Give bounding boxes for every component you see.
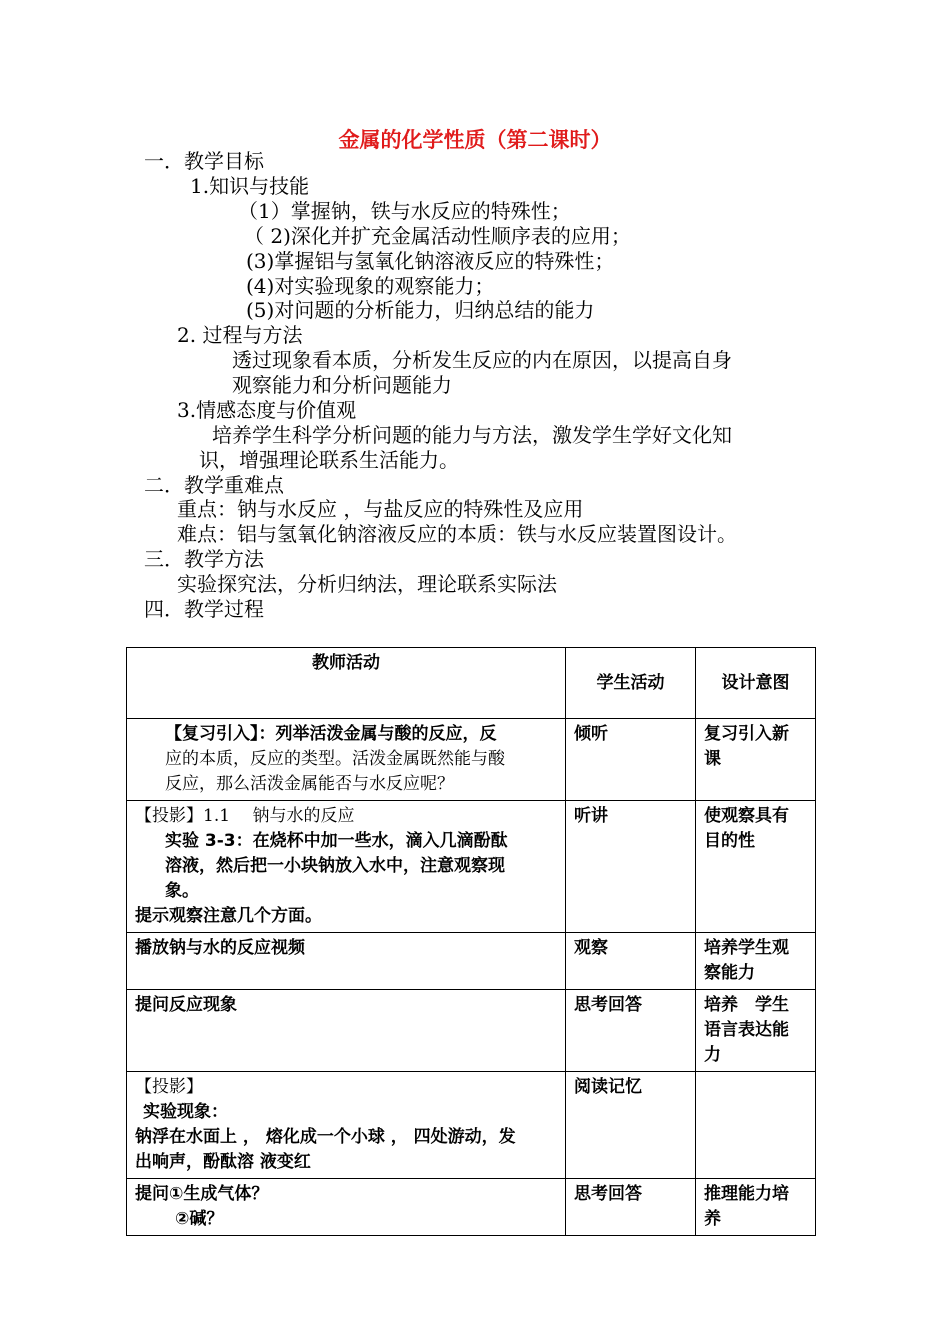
document-title: 金属的化学性质（第二课时） xyxy=(338,128,612,152)
student-activity-cell: 听讲 xyxy=(566,801,696,933)
table-row xyxy=(127,719,816,801)
section-heading-key-points: 二．教学重难点 xyxy=(144,473,284,497)
teacher-text: 【投影】 xyxy=(135,1077,203,1097)
section-heading-methods: 三．教学方法 xyxy=(144,547,264,571)
design-intent-cell xyxy=(696,1179,816,1236)
teacher-activity-cell xyxy=(127,719,566,801)
intent-text: 语言表达能 xyxy=(704,1020,789,1040)
teacher-activity-cell xyxy=(127,1072,566,1179)
intent-text: 推理能力培 xyxy=(704,1184,789,1204)
header-teacher-activity: 教师活动 xyxy=(127,648,566,719)
design-intent-cell xyxy=(696,933,816,990)
teacher-text: 实验现象： xyxy=(143,1102,228,1122)
intent-text: 复习引入新 xyxy=(704,724,789,744)
intent-text: 培养学生观 xyxy=(704,938,789,958)
objective-item: （1）掌握钠，铁与水反应的特殊性； xyxy=(238,199,571,223)
teacher-text: 【投影】1.1 钠与水的反应 xyxy=(135,806,355,826)
teacher-text: 提问①生成气体？ xyxy=(135,1184,269,1204)
objective-item: (4)对实验现象的观察能力； xyxy=(246,274,495,298)
subheading-attitude-values: 3.情感态度与价值观 xyxy=(177,398,357,422)
student-activity-cell: 阅读记忆 xyxy=(566,1072,696,1179)
teacher-text: 钠浮在水面上 ， 熔化成一个小球 ， 四处游动，发 xyxy=(135,1127,516,1147)
design-intent-cell xyxy=(696,1072,816,1179)
objective-item: (3)掌握铝与氢氧化钠溶液反应的特殊性； xyxy=(246,249,615,273)
teacher-text: 应的本质，反应的类型。活泼金属既然能与酸 xyxy=(165,749,505,769)
methods-line: 实验探究法，分析归纳法，理论联系实际法 xyxy=(177,572,557,596)
teacher-text: 出响声，酚酞溶 液变红 xyxy=(135,1152,311,1172)
table-row xyxy=(127,933,816,990)
paragraph-line: 识，增强理论联系生活能力。 xyxy=(199,448,459,472)
teacher-activity-cell xyxy=(127,933,566,990)
intent-text: 力 xyxy=(704,1045,721,1065)
student-activity-cell: 倾听 xyxy=(566,719,696,801)
table-row xyxy=(127,801,816,933)
teaching-process-table xyxy=(126,647,816,1236)
teacher-text: ②碱？ xyxy=(175,1209,224,1229)
table-row xyxy=(127,1072,816,1179)
objective-item: （ 2)深化并扩充金属活动性顺序表的应用； xyxy=(244,224,631,248)
subheading-process-method: 2. 过程与方法 xyxy=(177,323,303,347)
teacher-text: 实验 3-3：在烧杯中加一些水，滴入几滴酚酞 xyxy=(165,831,508,851)
paragraph-line: 培养学生科学分析问题的能力与方法，激发学生学好文化知 xyxy=(212,423,732,447)
teacher-text: 溶液，然后把一小块钠放入水中，注意观察现 xyxy=(165,856,505,876)
teacher-text: 提示观察注意几个方面。 xyxy=(135,906,322,926)
table-row xyxy=(127,1179,816,1236)
section-heading-process: 四．教学过程 xyxy=(144,597,264,621)
intent-text: 察能力 xyxy=(704,963,755,983)
section-heading-objectives: 一．教学目标 xyxy=(144,149,264,173)
intent-text: 养 xyxy=(704,1209,721,1229)
student-activity-cell: 观察 xyxy=(566,933,696,990)
teacher-text: 反应，那么活泼金属能否与水反应呢？ xyxy=(165,774,454,794)
objective-item: (5)对问题的分析能力，归纳总结的能力 xyxy=(246,298,595,322)
teacher-activity-cell xyxy=(127,1179,566,1236)
intent-text: 目的性 xyxy=(704,831,755,851)
subheading-knowledge-skills: 1.知识与技能 xyxy=(190,174,310,198)
teacher-text: 象。 xyxy=(165,881,199,901)
teacher-text: 【复习引入】：列举活泼金属与酸的反应，反 xyxy=(165,724,497,744)
header-design-intent: 设计意图 xyxy=(696,648,816,719)
intent-text: 使观察具有 xyxy=(704,806,789,826)
design-intent-cell xyxy=(696,719,816,801)
paragraph-line: 观察能力和分析问题能力 xyxy=(232,373,452,397)
paragraph-line: 透过现象看本质，分析发生反应的内在原因，以提高自身 xyxy=(232,348,732,372)
teacher-text: 提问反应现象 xyxy=(135,995,237,1015)
design-intent-cell xyxy=(696,990,816,1072)
table-header-row xyxy=(127,648,816,719)
teacher-text: 播放钠与水的反应视频 xyxy=(135,938,305,958)
header-student-activity: 学生活动 xyxy=(566,648,696,719)
teacher-activity-cell xyxy=(127,990,566,1072)
intent-text: 课 xyxy=(704,749,721,769)
student-activity-cell: 思考回答 xyxy=(566,1179,696,1236)
student-activity-cell: 思考回答 xyxy=(566,990,696,1072)
design-intent-cell xyxy=(696,801,816,933)
table-row xyxy=(127,990,816,1072)
teacher-activity-cell xyxy=(127,801,566,933)
intent-text: 培养 学生 xyxy=(704,995,789,1015)
key-point-line: 重点：钠与水反应 ，与盐反应的特殊性及应用 xyxy=(177,497,584,521)
difficult-point-line: 难点：铝与氢氧化钠溶液反应的本质：铁与水反应装置图设计。 xyxy=(177,522,737,546)
